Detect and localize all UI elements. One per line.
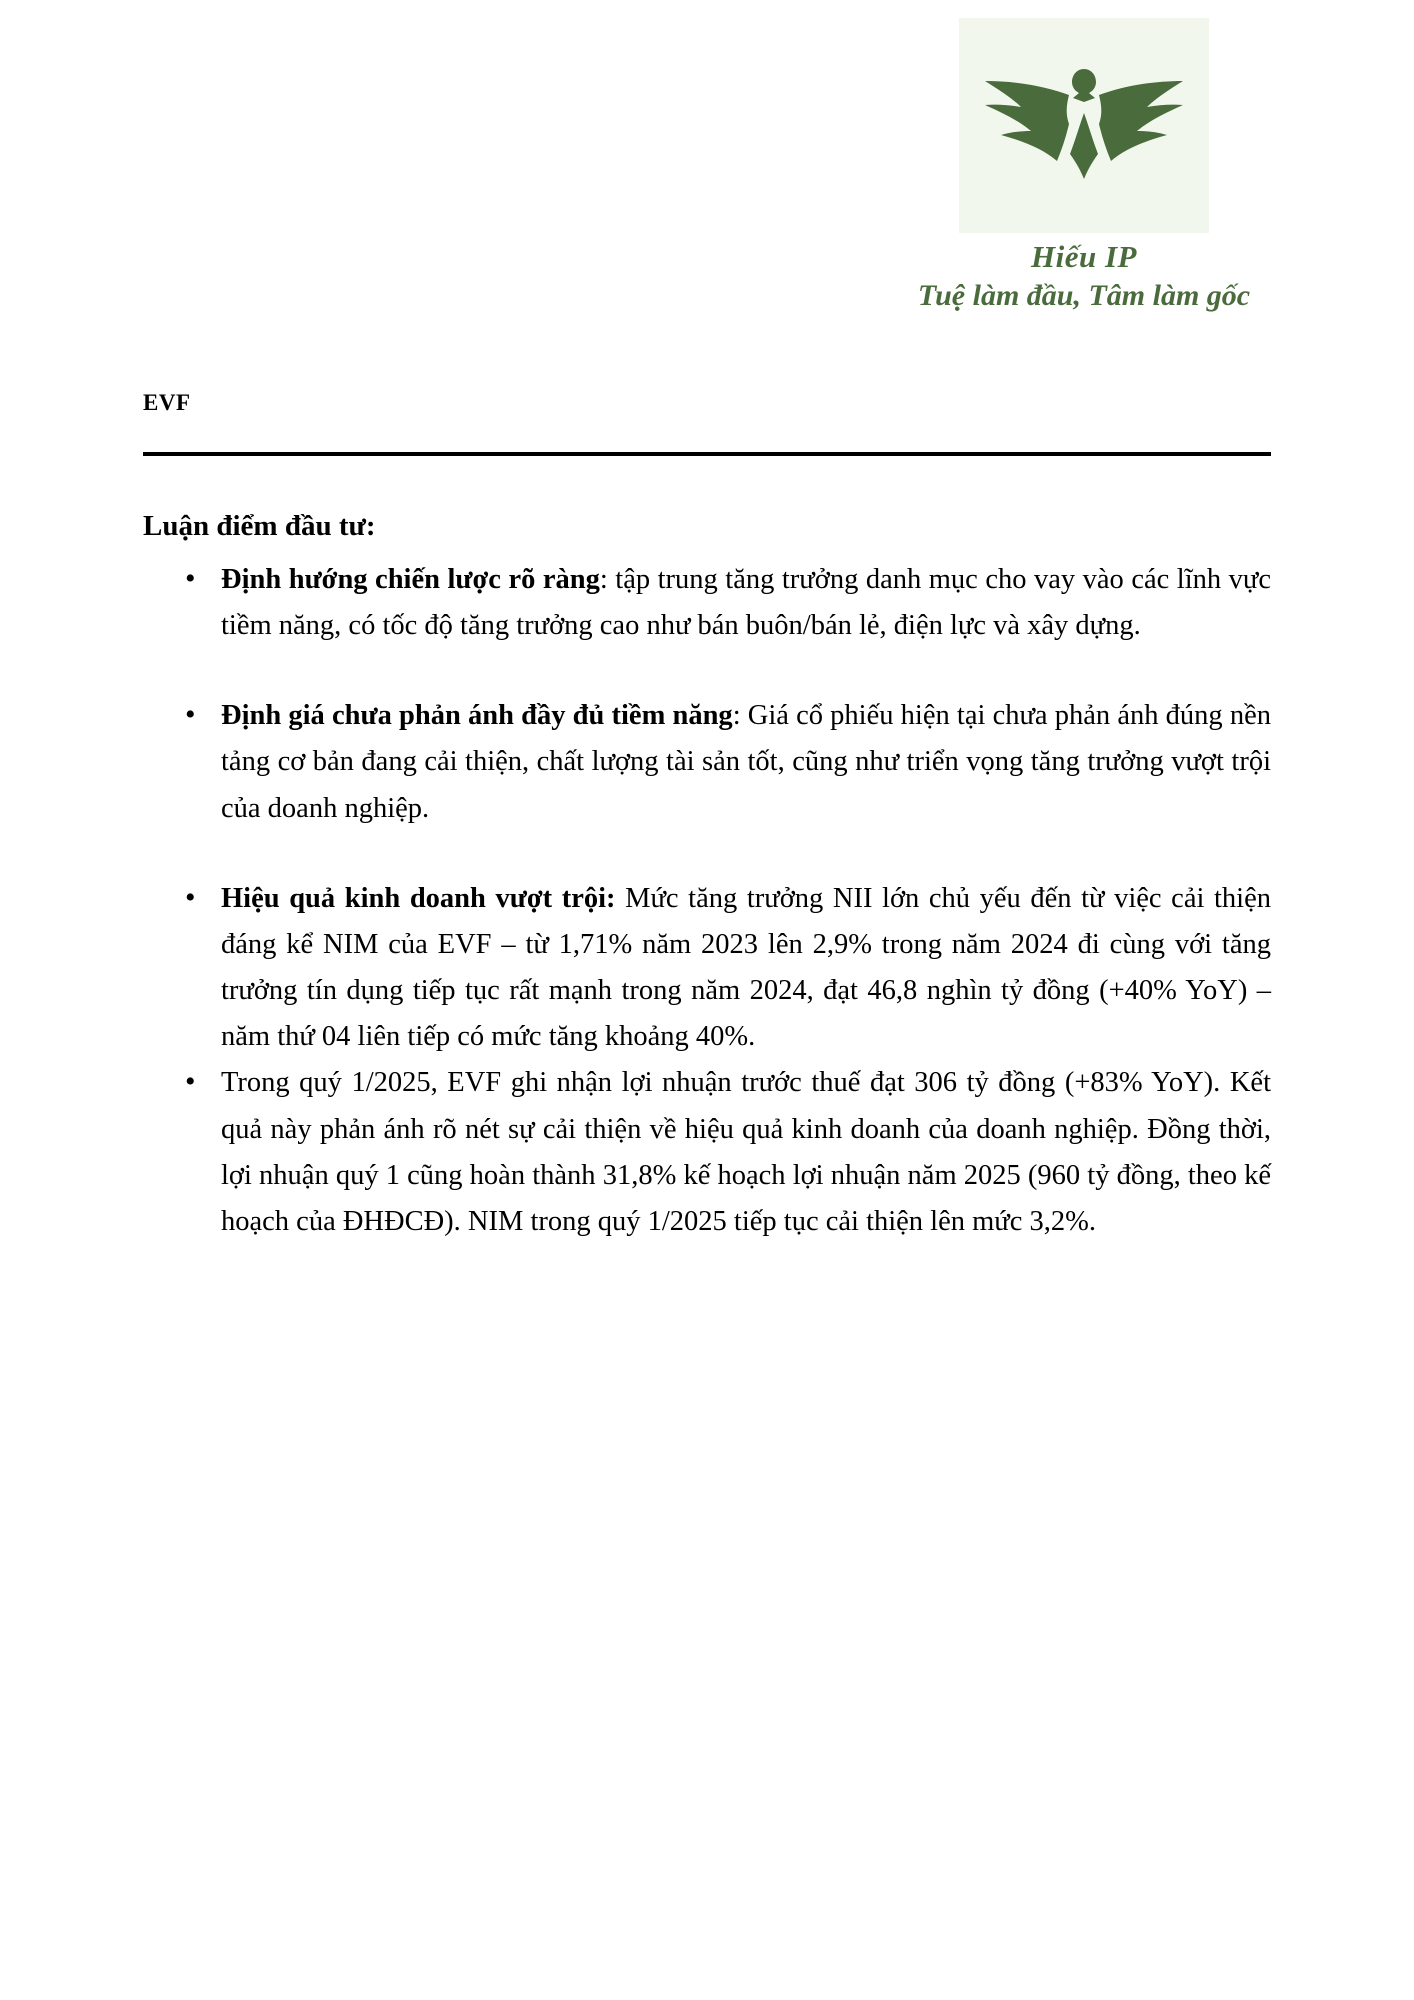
list-item bbox=[143, 693, 1271, 831]
bullet-lead: Hiệu quả kinh doanh vượt trội: bbox=[221, 882, 616, 914]
eagle-logo-icon bbox=[969, 51, 1199, 201]
letterhead bbox=[874, 18, 1294, 313]
bullet-text: : Giá cổ phiếu hiện tại chưa phản ánh đúng nền tảng cơ bản đang cải thiện, chất lượng tài sản tốt, cũng như triển vọng tăng trưởng vượt trội của doanh nghiệp. bbox=[221, 700, 1271, 824]
bullet-lead: Định giá chưa phản ánh đầy đủ tiềm năng bbox=[221, 700, 733, 732]
investment-thesis-list bbox=[143, 557, 1271, 1245]
brand-tagline: Tuệ làm đầu, Tâm làm gốc bbox=[917, 279, 1251, 312]
bullet-text: Mức tăng trưởng NII lớn chủ yếu đến từ việc cải thiện đáng kể NIM của EVF – từ 1,71% năm 2023 lên 2,9% trong năm 2024 đi cùng với tăng trưởng tín dụng tiếp tục rất mạnh trong năm 2024, đạt 46,8 nghìn tỷ đồng (+40% YoY) – năm thứ 04 liên tiếp có mức tăng khoảng 40%. bbox=[221, 882, 1271, 1053]
list-item bbox=[143, 557, 1271, 649]
ticker-symbol: EVF bbox=[143, 390, 191, 415]
header-divider bbox=[143, 452, 1271, 456]
logo-container bbox=[959, 18, 1209, 233]
brand-name: Hiếu IP bbox=[1031, 239, 1137, 274]
list-item bbox=[143, 876, 1271, 1061]
list-item bbox=[143, 1060, 1271, 1245]
bullet-text: Trong quý 1/2025, EVF ghi nhận lợi nhuận trước thuế đạt 306 tỷ đồng (+83% YoY). Kết quả này phản ánh rõ nét sự cải thiện về hiệu quả kinh doanh của doanh nghiệp. Đồng thời, lợi nhuận quý 1 cũng hoàn thành 31,8% kế hoạch lợi nhuận năm 2025 (960 tỷ đồng, theo kế hoạch của ĐHĐCĐ). NIM trong quý 1/2025 tiếp tục cải thiện lên mức 3,2%. bbox=[221, 1067, 1271, 1237]
section-title: Luận điểm đầu tư: bbox=[143, 510, 376, 542]
bullet-text: : tập trung tăng trưởng danh mục cho vay vào các lĩnh vực tiềm năng, có tốc độ tăng trưởng cao như bán buôn/bán lẻ, điện lực và xây dựng. bbox=[221, 564, 1271, 642]
document-body bbox=[143, 510, 1271, 1245]
bullet-lead: Định hướng chiến lược rõ ràng bbox=[221, 564, 600, 595]
